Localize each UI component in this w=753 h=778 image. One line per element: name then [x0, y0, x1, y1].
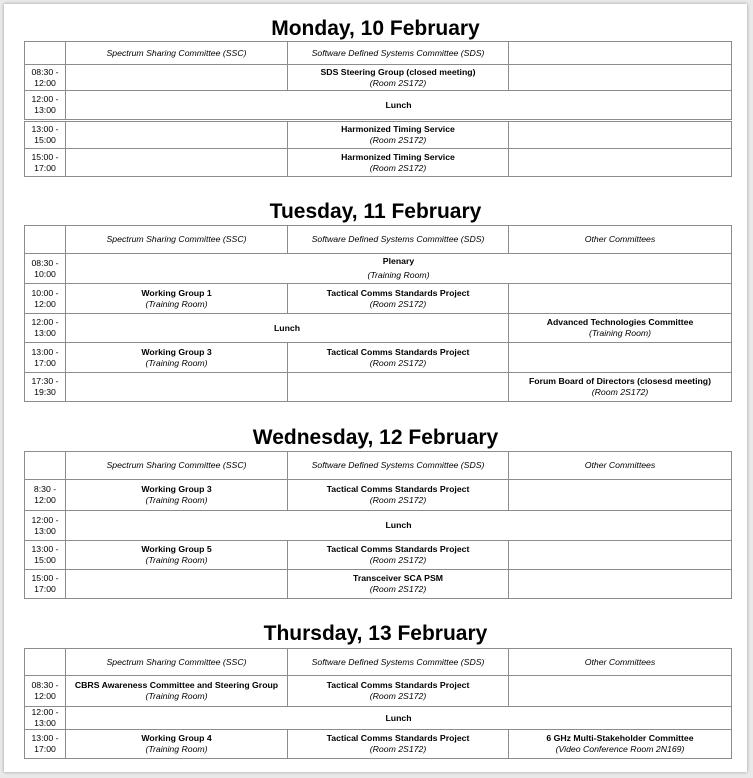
- other-cell: [509, 343, 732, 373]
- time-cell: 12:00 - 13:00: [25, 314, 66, 343]
- header-ssc: Spectrum Sharing Committee (SSC): [66, 649, 288, 676]
- event-name: Advanced Technologies Committee: [546, 317, 694, 327]
- time-cell: 13:00 - 17:00: [25, 343, 66, 373]
- table-row: [25, 730, 732, 759]
- time-cell: 08:30 - 10:00: [25, 254, 66, 284]
- table-row: [25, 149, 732, 177]
- event-room: (Room 2S172): [369, 495, 427, 505]
- header-row: [25, 226, 732, 254]
- sds-cell: [288, 570, 509, 599]
- event-name: Working Group 3: [141, 346, 212, 357]
- time-cell: 15:00 - 17:00: [25, 570, 66, 599]
- event-room: (Room 2S172): [591, 387, 649, 397]
- schedule-table: [24, 41, 732, 177]
- time-cell: 13:00 - 15:00: [25, 541, 66, 570]
- schedule-table: [24, 648, 732, 759]
- header-time: [25, 649, 66, 676]
- event-name: Tactical Comms Standards Project: [326, 346, 470, 357]
- event-room: (Room 2S172): [369, 691, 427, 701]
- time-cell: 13:00 - 17:00: [25, 730, 66, 759]
- event-name: Working Group 3: [141, 484, 212, 494]
- header-other: Other Committees: [509, 226, 732, 254]
- event-name: Harmonized Timing Service: [341, 151, 455, 162]
- event-room: (Training Room): [367, 270, 430, 280]
- sds-cell: [288, 676, 509, 707]
- event-name: Forum Board of Directors (closesd meeting): [529, 376, 711, 386]
- event-name: Working Group 4: [141, 733, 212, 743]
- ssc-cell: [66, 676, 288, 707]
- ssc-cell: [66, 343, 288, 373]
- event-name: SDS Steering Group (closed meeting): [320, 66, 476, 77]
- sds-cell: [288, 373, 509, 402]
- ssc-cell: [66, 480, 288, 511]
- schedule-table: [24, 225, 732, 402]
- other-cell: [509, 149, 732, 177]
- lunch-cell: Lunch: [66, 314, 509, 343]
- ssc-cell: [66, 121, 288, 149]
- event-room: (Room 2S172): [369, 77, 427, 88]
- event-name: Tactical Comms Standards Project: [326, 733, 470, 743]
- header-sds: Software Defined Systems Committee (SDS): [288, 649, 509, 676]
- other-cell: [509, 730, 732, 759]
- other-cell: [509, 373, 732, 402]
- day-title: Tuesday, 11 February: [269, 200, 482, 223]
- event-name: CBRS Awareness Committee and Steering Group: [74, 680, 279, 690]
- day-title: Monday, 10 February: [271, 17, 480, 40]
- header-ssc: Spectrum Sharing Committee (SSC): [66, 452, 288, 480]
- event-name: Tactical Comms Standards Project: [326, 287, 470, 298]
- event-room: (Training Room): [145, 744, 208, 754]
- ssc-cell: [66, 284, 288, 314]
- header-sds: Software Defined Systems Committee (SDS): [288, 42, 509, 65]
- header-sds: Software Defined Systems Committee (SDS): [288, 226, 509, 254]
- ssc-cell: [66, 149, 288, 177]
- header-other: Other Committees: [509, 649, 732, 676]
- header-time: [25, 226, 66, 254]
- header-other: [509, 42, 732, 65]
- ssc-cell: [66, 570, 288, 599]
- table-row: [25, 254, 732, 284]
- header-ssc: Spectrum Sharing Committee (SSC): [66, 42, 288, 65]
- day-title: Wednesday, 12 February: [252, 426, 499, 449]
- lunch-cell: Lunch: [66, 91, 732, 121]
- ssc-cell: [66, 373, 288, 402]
- other-cell: [509, 121, 732, 149]
- header-row: [25, 42, 732, 65]
- event-room: (Training Room): [145, 555, 208, 565]
- sds-cell: [288, 65, 509, 91]
- table-row: [25, 314, 732, 343]
- table-row: [25, 284, 732, 314]
- event-name: Tactical Comms Standards Project: [326, 484, 470, 494]
- plenary-cell: [66, 254, 732, 284]
- table-row: [25, 121, 732, 149]
- time-cell: 12:00 - 13:00: [25, 91, 66, 121]
- event-name: Working Group 1: [141, 287, 212, 298]
- time-cell: 13:00 - 15:00: [25, 121, 66, 149]
- sds-cell: [288, 343, 509, 373]
- other-cell: [509, 541, 732, 570]
- header-other: Other Committees: [509, 452, 732, 480]
- header-time: [25, 42, 66, 65]
- table-row: [25, 480, 732, 511]
- lunch-cell: Lunch: [66, 511, 732, 541]
- other-cell: [509, 314, 732, 343]
- event-name: 6 GHz Multi-Stakeholder Committee: [546, 733, 694, 743]
- header-row: [25, 649, 732, 676]
- other-cell: [509, 284, 732, 314]
- event-name: Plenary: [382, 256, 415, 266]
- sds-cell: [288, 730, 509, 759]
- schedule-page: [4, 4, 747, 772]
- event-room: (Room 2S172): [369, 162, 427, 173]
- header-row: [25, 452, 732, 480]
- event-room: (Training Room): [145, 495, 208, 505]
- header-time: [25, 452, 66, 480]
- time-cell: 08:30 - 12:00: [25, 676, 66, 707]
- event-room: (Room 2S172): [369, 298, 427, 309]
- table-row: [25, 676, 732, 707]
- header-ssc: Spectrum Sharing Committee (SSC): [66, 226, 288, 254]
- day-title: Thursday, 13 February: [263, 622, 488, 645]
- table-row: [25, 65, 732, 91]
- time-cell: 17:30 - 19:30: [25, 373, 66, 402]
- table-row: [25, 541, 732, 570]
- event-room: (Training Room): [145, 357, 208, 368]
- other-cell: [509, 65, 732, 91]
- table-row: [25, 91, 732, 121]
- ssc-cell: [66, 65, 288, 91]
- event-name: Harmonized Timing Service: [341, 124, 455, 134]
- event-room: (Room 2S172): [369, 357, 427, 368]
- time-cell: 10:00 - 12:00: [25, 284, 66, 314]
- ssc-cell: [66, 541, 288, 570]
- table-row: [25, 570, 732, 599]
- table-row: [25, 707, 732, 730]
- other-cell: [509, 676, 732, 707]
- time-cell: 08:30 - 12:00: [25, 65, 66, 91]
- event-name: Tactical Comms Standards Project: [326, 544, 470, 554]
- table-row: [25, 343, 732, 373]
- schedule-table: [24, 451, 732, 599]
- event-name: Transceiver SCA PSM: [353, 573, 443, 583]
- time-cell: 15:00 - 17:00: [25, 149, 66, 177]
- other-cell: [509, 480, 732, 511]
- table-row: [25, 511, 732, 541]
- time-cell: 12:00 - 13:00: [25, 511, 66, 541]
- event-room: (Room 2S172): [369, 555, 427, 565]
- ssc-cell: [66, 730, 288, 759]
- sds-cell: [288, 541, 509, 570]
- lunch-cell: Lunch: [66, 707, 732, 730]
- event-name: Tactical Comms Standards Project: [326, 680, 470, 690]
- event-room: (Training Room): [145, 298, 208, 309]
- time-cell: 8:30 - 12:00: [25, 480, 66, 511]
- sds-cell: [288, 149, 509, 177]
- sds-cell: [288, 121, 509, 149]
- time-cell: 12:00 - 13:00: [25, 707, 66, 730]
- event-name: Working Group 5: [141, 544, 212, 554]
- event-room: (Room 2S172): [369, 584, 427, 594]
- event-room: (Training Room): [145, 691, 208, 701]
- table-row: [25, 373, 732, 402]
- event-room: (Room 2S172): [369, 744, 427, 754]
- event-room: (Training Room): [588, 328, 652, 338]
- header-sds: Software Defined Systems Committee (SDS): [288, 452, 509, 480]
- sds-cell: [288, 480, 509, 511]
- other-cell: [509, 570, 732, 599]
- event-room: (Room 2S172): [369, 135, 427, 145]
- event-room: (Video Conference Room 2N169): [555, 744, 685, 754]
- sds-cell: [288, 284, 509, 314]
